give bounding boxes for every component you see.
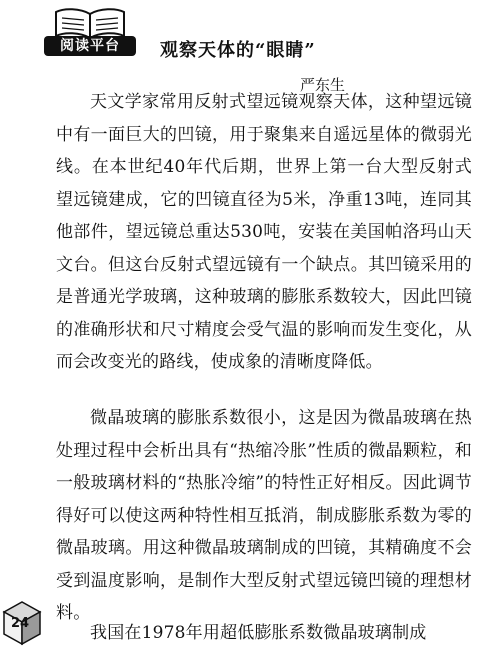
paragraph: 微晶玻璃的膨胀系数很小，这是因为微晶玻璃在热处理过程中会析出具有“热缩冷胀”性质的微晶颗粒，和一般玻璃材料的“热胀冷缩”的特性正好相反。因此调节得好可以使这两种特性相互抵消，制成膨胀系数为零的微晶玻璃。用这种微晶玻璃制成的凹镜，其精确度不会受到温度影响，是制作大型反射式望远镜凹镜的理想材料。 xyxy=(56,408,472,623)
open-book-icon xyxy=(52,6,128,40)
section-logo xyxy=(44,6,136,58)
page-number: 24 xyxy=(10,616,30,631)
paragraph: 我国在1978年用超低膨胀系数微晶玻璃制成 xyxy=(90,623,427,643)
paragraph: 天文学家常用反射式望远镜观察天体，这种望远镜中有一面巨大的凹镜，用于聚集来自遥远星体的微弱光线。在本世纪40年代后期，世界上第一台大型反射式望远镜建成，它的凹镜直径为5米，净重13吨，连同其他部件，望远镜总重达530吨，安装在美国帕洛玛山天文台。但这台反射式望远镜有一个缺点。其凹镜采用的是普通光学玻璃，这种玻璃的膨胀系数较大，因此凹镜的准确形状和尺寸精度会受气温的影响而发生变化，从而会改变光的路线，使成象的清晰度降低。 xyxy=(56,92,472,372)
article-title: 观察天体的“眼睛” xyxy=(160,40,316,61)
article-author: 严东生 xyxy=(300,76,346,94)
section-badge: 阅读平台 xyxy=(44,36,136,56)
page-number-marker xyxy=(0,598,44,646)
